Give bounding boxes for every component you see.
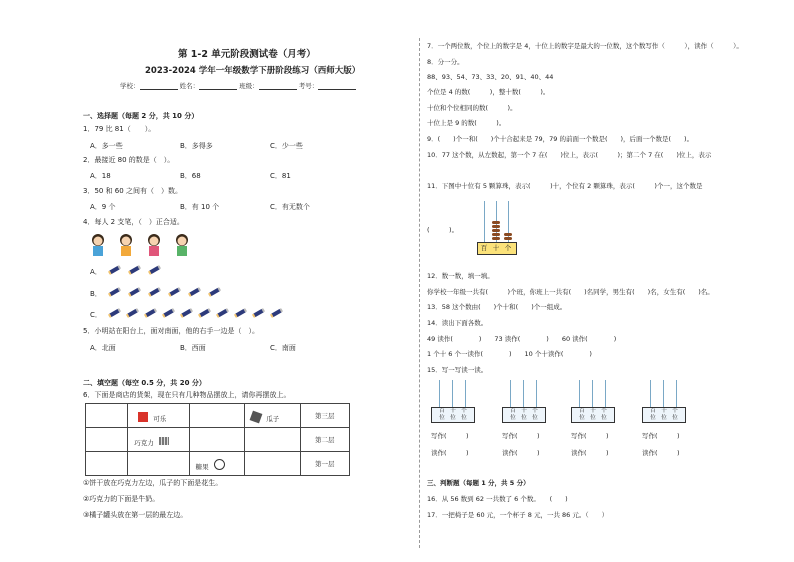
pencil-icon: [148, 265, 161, 275]
bead-icon: [504, 233, 512, 236]
seeds-icon: [250, 410, 263, 423]
label-hundreds: 百: [480, 244, 488, 252]
q15-write-2[interactable]: 写作( ): [502, 432, 540, 440]
q8-line-a: 个位是 4 的数( )，整十数( )。: [427, 88, 550, 96]
q14-line-b: 1 个十 6 个一读作( ) 10 个十读作( ): [427, 350, 592, 358]
q16: 16．从 56 数到 62 一共数了 6 个数。 ( ): [427, 495, 568, 503]
q15-read-2[interactable]: 读作( ): [502, 449, 540, 457]
q4-stem: 4．每人 2 支笔，（ ）正合适。: [83, 218, 184, 226]
candy-label: 糖果: [195, 463, 209, 471]
q1-stem: 1．79 比 81（ ）。: [83, 125, 156, 133]
label-tens: 十: [492, 244, 500, 252]
q5-option-b[interactable]: B．西面: [180, 344, 206, 352]
q11: 11．下图中十位有 5 颗算珠，表示( )十，个位有 2 颗算珠，表示( )个一，这个数是: [427, 182, 703, 190]
pencil-icon: [128, 287, 141, 297]
q6-clue-3: ③橘子罐头放在第一层的最左边。: [83, 511, 188, 519]
place-value-labels: [571, 407, 615, 423]
rod: [676, 380, 677, 407]
q4-option-c[interactable]: C．: [90, 311, 102, 319]
rod: [650, 380, 651, 407]
shelf-cell[interactable]: [245, 452, 300, 476]
shelf-cell[interactable]: [245, 428, 300, 452]
bead-icon: [492, 237, 500, 240]
child-2-icon: [120, 234, 132, 256]
pv-top: 百 十 个: [650, 408, 678, 414]
rod: [579, 380, 580, 407]
shelf-cell[interactable]: [189, 428, 244, 452]
exam-no-label: 考号：: [298, 82, 319, 90]
q2-stem: 2．最接近 80 的数是（ ）。: [83, 156, 175, 164]
q15-write-3[interactable]: 写作( ): [571, 432, 609, 440]
rod: [439, 380, 440, 407]
child-3-icon: [148, 234, 160, 256]
rod: [663, 380, 664, 407]
q3-stem: 3．50 和 60 之间有（ ）数。: [83, 187, 182, 195]
place-value-labels: [431, 407, 475, 423]
section-choice-heading: 一、选择题（每题 2 分，共 10 分）: [83, 112, 199, 120]
rod: [465, 380, 466, 407]
q1-option-b[interactable]: B．多得多: [180, 142, 213, 150]
q15-stem: 15．写一写读一读。: [427, 366, 488, 374]
q14-line-a: 49 读作( ) 73 读作( ) 60 读作( ): [427, 335, 617, 343]
q6-clue-1: ①饼干放在巧克力左边，瓜子的下面是花生。: [83, 479, 223, 487]
q17: 17．一把椅子是 60 元，一个杯子 8 元，一共 86 元。（ ）: [427, 511, 609, 519]
pencil-icon: [108, 265, 121, 275]
shelf-cell[interactable]: [86, 452, 128, 476]
pv-bottom: 位 位 位: [510, 414, 538, 421]
shelf-cell-chocolate[interactable]: [128, 428, 189, 452]
pencil-icon: [208, 287, 221, 297]
rod: [510, 380, 511, 407]
column-divider: [419, 38, 420, 548]
q2-option-a[interactable]: A．18: [90, 172, 111, 180]
q3-option-c[interactable]: C．有无数个: [270, 203, 310, 211]
pencil-icon: [148, 287, 161, 297]
q7: 7．一个两位数，个位上的数字是 4，十位上的数字是最大的一位数，这个数写作（ ），读作（ ）。: [427, 42, 743, 50]
q14-stem: 14．读出下面各数。: [427, 319, 488, 327]
child-1-icon: [92, 234, 104, 256]
class-field[interactable]: [259, 82, 297, 90]
pencil-icon: [198, 308, 211, 318]
candy-icon: [214, 459, 225, 470]
shelf-cell-candy[interactable]: [189, 452, 244, 476]
bead-icon: [492, 229, 500, 232]
rod: [536, 380, 537, 407]
floor-2-label: 第二层: [300, 428, 349, 452]
section-judge-heading: 三、判断题（每题 1 分，共 5 分）: [427, 479, 530, 487]
section-fill-heading: 二、填空题（每空 0.5 分，共 20 分）: [83, 379, 206, 387]
place-value-labels: [642, 407, 686, 423]
q5-option-a[interactable]: A．北面: [90, 344, 116, 352]
pencil-icon: [216, 308, 229, 318]
q11-answer: ( )。: [427, 226, 459, 234]
exam-no-field[interactable]: [318, 82, 356, 90]
q13: 13．58 这个数由( )个十和( )个一组成。: [427, 303, 567, 311]
q6-stem: 6．下面是商店的货架，现在只有几种物品摆放上，请你再摆放上。: [83, 391, 291, 399]
rod: [592, 380, 593, 407]
cola-icon: [138, 412, 148, 422]
student-info-row: [120, 82, 356, 90]
shelf-cell[interactable]: [128, 452, 189, 476]
rod: [523, 380, 524, 407]
q9: 9．( )个一和( )个十合起来是 79，79 的前面一个数是( )，后面一个数是( )。: [427, 135, 694, 143]
shelf-cell[interactable]: [189, 404, 244, 428]
pencil-icon: [168, 287, 181, 297]
q15-read-1[interactable]: 读作( ): [431, 449, 469, 457]
q5-stem: 5．小明站在阳台上，面对南面，他的右手一边是（ ）。: [83, 327, 259, 335]
rod: [605, 380, 606, 407]
pv-top: 百 十 个: [439, 408, 467, 414]
q2-option-b[interactable]: B．68: [180, 172, 201, 180]
pv-bottom: 位 位 位: [439, 414, 467, 421]
q2-option-c[interactable]: C．81: [270, 172, 291, 180]
shelf-cell-cola[interactable]: [128, 404, 189, 428]
bead-icon: [492, 221, 500, 224]
q4-option-a[interactable]: A．: [90, 268, 102, 276]
seeds-label: 瓜子: [266, 415, 280, 423]
school-label: 学校：: [120, 82, 140, 90]
class-label: 班级：: [239, 82, 259, 90]
shelf-cell[interactable]: [86, 404, 128, 428]
q1-option-c[interactable]: C．少一些: [270, 142, 303, 150]
q8-line-c: 十位上是 9 的数( )。: [427, 119, 506, 127]
q5-option-c[interactable]: C．南面: [270, 344, 296, 352]
name-label: 姓名：: [179, 82, 200, 90]
pencil-icon: [180, 308, 193, 318]
label-ones: 个: [504, 244, 512, 252]
bead-icon: [504, 237, 512, 240]
q4-option-b[interactable]: B．: [90, 290, 102, 298]
children-figures: [90, 233, 200, 261]
floor-3-label: 第三层: [300, 404, 349, 428]
shelf-cell[interactable]: [86, 428, 128, 452]
q10: 10．77 这个数，从左数起，第一个 7 在( )位上，表示( )；第二个 7 在( )位上，表示: [427, 151, 712, 159]
child-4-icon: [176, 234, 188, 256]
pencil-icon: [108, 308, 121, 318]
pv-bottom: 位 位 位: [579, 414, 607, 421]
bead-icon: [492, 225, 500, 228]
q8-numbers: 88、93、54、73、33、20、91、40、44: [427, 73, 554, 81]
q3-option-b[interactable]: B．有 10 个: [180, 203, 220, 211]
q15-write-1[interactable]: 写作( ): [431, 432, 469, 440]
bead-icon: [492, 233, 500, 236]
pv-top: 百 十 个: [579, 408, 607, 414]
shelf-table: [85, 403, 350, 476]
pencil-icon: [234, 308, 247, 318]
q15-read-4[interactable]: 读作( ): [642, 449, 680, 457]
rod: [452, 380, 453, 407]
place-value-labels: [502, 407, 546, 423]
page-subtitle: 2023-2024 学年一年级数学下册阶段练习（西师大版）: [145, 66, 361, 76]
floor-1-label: 第一层: [300, 452, 349, 476]
chocolate-label: 巧克力: [134, 439, 154, 447]
cola-label: 可乐: [153, 415, 167, 423]
q12-line: 你学校一年级一共有( )个班，你班上一共有( )名同学，男生有( )名，女生有( )名。: [427, 288, 714, 296]
name-field[interactable]: [199, 82, 237, 90]
pencil-icon: [270, 308, 283, 318]
pencil-icon: [188, 287, 201, 297]
pencil-icon: [126, 308, 139, 318]
pencil-icon: [252, 308, 265, 318]
pencil-icon: [144, 308, 157, 318]
chocolate-icon: [159, 437, 169, 445]
pv-top: 百 十 个: [510, 408, 538, 414]
page-title: 第 1-2 单元阶段测试卷（月考）: [178, 49, 316, 60]
shelf-cell-seeds[interactable]: [245, 404, 300, 428]
q6-clue-2: ②巧克力的下面是牛奶。: [83, 495, 160, 503]
abacus-rod-hundreds: [484, 201, 485, 242]
q8-stem: 8．分一分。: [427, 58, 464, 66]
q8-line-b: 十位和个位相同的数( )。: [427, 104, 517, 112]
abacus-place-labels: [477, 242, 517, 255]
q3-option-a[interactable]: A．9 个: [90, 203, 116, 211]
q1-option-a[interactable]: A．多一些: [90, 142, 123, 150]
pencil-icon: [128, 265, 141, 275]
pencil-icon: [162, 308, 175, 318]
school-field[interactable]: [140, 82, 178, 90]
q12-stem: 12．数一数，填一填。: [427, 272, 494, 280]
pv-bottom: 位 位 位: [650, 414, 678, 421]
pencil-icon: [108, 287, 121, 297]
q15-write-4[interactable]: 写作( ): [642, 432, 680, 440]
q15-read-3[interactable]: 读作( ): [571, 449, 609, 457]
